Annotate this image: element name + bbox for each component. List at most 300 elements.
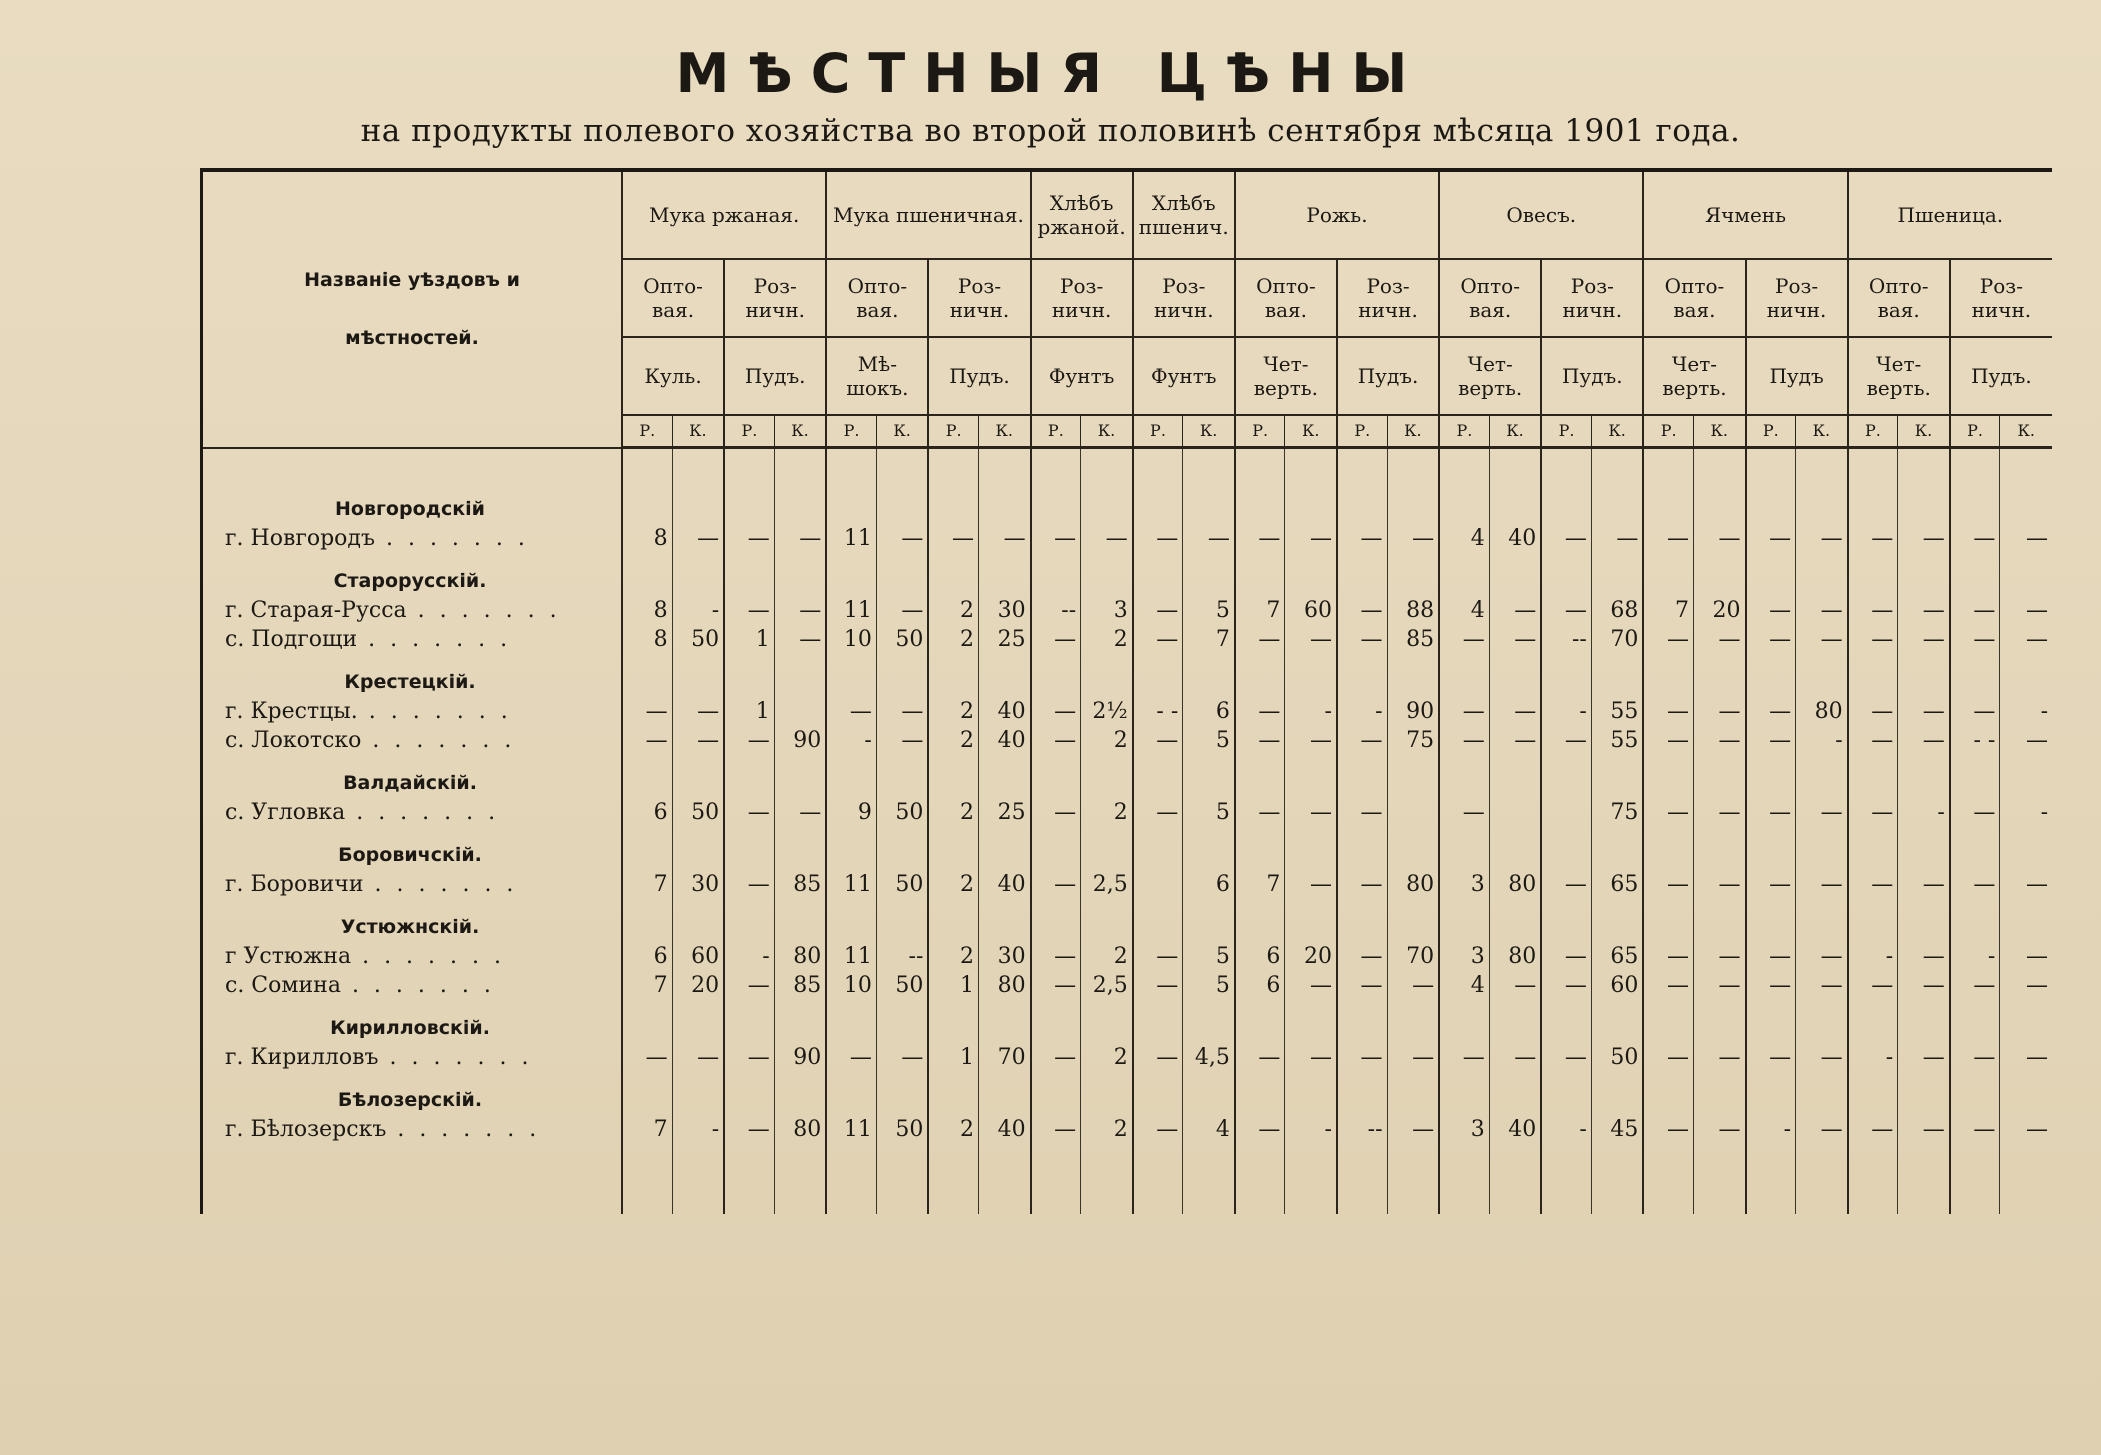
gap-cell (1285, 827, 1337, 841)
kind-header: Опто-вая. (622, 259, 724, 337)
price-cell (1746, 495, 1796, 524)
price-cell (622, 1086, 672, 1115)
price-cell (1591, 495, 1643, 524)
price-cell: 30 (978, 596, 1030, 625)
kind-header: Роз-ничн. (928, 259, 1030, 337)
spacer-row (202, 448, 2053, 496)
gap-cell (202, 755, 623, 769)
gap-cell (672, 1072, 724, 1086)
price-cell (1950, 495, 2000, 524)
price-cell: 80 (1387, 870, 1439, 899)
price-table (200, 168, 2052, 1214)
price-cell (928, 1086, 978, 1115)
price-cell: — (1081, 524, 1133, 553)
price-cell: — (1693, 697, 1745, 726)
price-cell (1693, 841, 1745, 870)
price-cell: 40 (978, 726, 1030, 755)
tail-cell (622, 1144, 672, 1214)
gap-cell (2000, 654, 2052, 668)
tail-cell (774, 1144, 826, 1214)
place-row (202, 726, 2053, 755)
price-cell: 11 (826, 942, 876, 971)
district-row (202, 567, 2053, 596)
price-cell: 2 (928, 870, 978, 899)
price-cell: — (928, 524, 978, 553)
price-cell (1081, 1086, 1133, 1115)
gap-cell (876, 755, 928, 769)
gap-cell (978, 1000, 1030, 1014)
rubles-header: Р. (1235, 415, 1285, 448)
price-cell (1898, 567, 1950, 596)
price-cell: — (724, 1043, 774, 1072)
price-cell: 20 (1693, 596, 1745, 625)
price-cell: 5 (1183, 798, 1235, 827)
price-cell: 40 (1489, 1115, 1541, 1144)
price-cell: — (826, 1043, 876, 1072)
gap-cell (1031, 654, 1081, 668)
price-cell: -- (1541, 625, 1591, 654)
price-cell (1337, 769, 1387, 798)
price-cell: — (1133, 596, 1183, 625)
price-cell: — (1387, 971, 1439, 1000)
price-cell: 7 (1235, 596, 1285, 625)
price-cell (928, 841, 978, 870)
price-cell (2000, 668, 2052, 697)
spacer-cell (1235, 448, 1285, 496)
gap-cell (1183, 1072, 1235, 1086)
price-cell: 2 (928, 625, 978, 654)
place-name: г. Боровичи . . . . . . . (202, 870, 623, 899)
price-cell: — (1898, 942, 1950, 971)
price-cell (1285, 1086, 1337, 1115)
gap-cell (1591, 827, 1643, 841)
gap-cell (1848, 899, 1898, 913)
gap-cell (202, 899, 623, 913)
kopecks-header: К. (1285, 415, 1337, 448)
price-cell (774, 1014, 826, 1043)
price-cell: 7 (1235, 870, 1285, 899)
rubles-header: Р. (1643, 415, 1693, 448)
price-cell (1693, 567, 1745, 596)
price-cell: — (1643, 1043, 1693, 1072)
price-cell: — (1643, 942, 1693, 971)
price-cell (1285, 668, 1337, 697)
price-cell (2000, 567, 2052, 596)
price-cell (1950, 1014, 2000, 1043)
price-cell (724, 1014, 774, 1043)
district-name: Крестецкій. (202, 668, 623, 697)
gap-cell (1337, 755, 1387, 769)
price-cell: — (1031, 1043, 1081, 1072)
tail-cell (724, 1144, 774, 1214)
tail-cell (1337, 1144, 1387, 1214)
price-cell: — (1796, 1043, 1848, 1072)
price-cell: — (1950, 870, 2000, 899)
price-cell (1643, 668, 1693, 697)
gap-cell (724, 654, 774, 668)
price-cell (2000, 1014, 2052, 1043)
price-cell: — (1541, 971, 1591, 1000)
spacer-cell (1031, 448, 1081, 496)
price-cell: — (1693, 870, 1745, 899)
gap-cell (826, 755, 876, 769)
price-cell: -- (1337, 1115, 1387, 1144)
price-cell (1337, 668, 1387, 697)
price-cell: — (1898, 1115, 1950, 1144)
gap-cell (1439, 755, 1489, 769)
price-cell: 4 (1439, 596, 1489, 625)
price-cell: — (1693, 726, 1745, 755)
price-cell: — (1285, 798, 1337, 827)
gap-cell (1133, 1072, 1183, 1086)
price-cell (978, 841, 1030, 870)
price-cell (1950, 567, 2000, 596)
price-cell: 4 (1183, 1115, 1235, 1144)
price-cell (1081, 769, 1133, 798)
price-cell (1081, 567, 1133, 596)
price-cell (1337, 913, 1387, 942)
gap-cell (1746, 755, 1796, 769)
gap-cell (1133, 899, 1183, 913)
price-cell: — (1643, 726, 1693, 755)
price-cell (1591, 769, 1643, 798)
price-cell: — (1031, 798, 1081, 827)
price-cell (1439, 567, 1489, 596)
price-cell: - (1541, 1115, 1591, 1144)
price-cell (928, 668, 978, 697)
price-cell: 75 (1591, 798, 1643, 827)
price-cell (876, 495, 928, 524)
price-cell (1439, 668, 1489, 697)
price-cell: — (1285, 726, 1337, 755)
price-cell: 2 (928, 726, 978, 755)
district-row (202, 769, 2053, 798)
price-cell: - (1746, 1115, 1796, 1144)
price-cell (724, 769, 774, 798)
spacer-cell (1337, 448, 1387, 496)
price-cell (1183, 668, 1235, 697)
price-cell: 8 (622, 625, 672, 654)
gap-cell (1746, 827, 1796, 841)
district-row (202, 495, 2053, 524)
tail-cell (202, 1144, 623, 1214)
price-cell (1541, 798, 1591, 827)
price-cell: 30 (978, 942, 1030, 971)
name-header-line: Названіе уѣздовъ и (304, 269, 520, 292)
gap-cell (1337, 899, 1387, 913)
price-cell (774, 913, 826, 942)
price-cell (1133, 769, 1183, 798)
price-cell: 2 (928, 697, 978, 726)
gap-cell (1796, 755, 1848, 769)
price-cell (1439, 769, 1489, 798)
product-header: Ячмень (1643, 170, 1847, 259)
price-cell (1337, 1014, 1387, 1043)
price-cell (724, 913, 774, 942)
price-cell: 25 (978, 625, 1030, 654)
price-cell (928, 567, 978, 596)
gap-cell (876, 1072, 928, 1086)
price-cell: — (1285, 971, 1337, 1000)
price-cell: — (1489, 726, 1541, 755)
price-cell (2000, 841, 2052, 870)
gap-cell (826, 1000, 876, 1014)
price-cell: — (1541, 1043, 1591, 1072)
spacer-cell (202, 448, 623, 496)
price-cell (2000, 495, 2052, 524)
price-cell (1337, 1086, 1387, 1115)
gap-cell (1235, 899, 1285, 913)
price-cell: 2½ (1081, 697, 1133, 726)
gap-cell (1081, 553, 1133, 567)
price-cell: - - (1950, 726, 2000, 755)
tail-cell (1848, 1144, 1898, 1214)
unit-header: Пудъ. (1950, 337, 2052, 415)
price-cell: — (1031, 971, 1081, 1000)
price-cell (1848, 841, 1898, 870)
price-cell: — (1285, 1043, 1337, 1072)
gap-cell (928, 654, 978, 668)
kind-header: Роз-ничн. (1337, 259, 1439, 337)
price-cell: — (1591, 524, 1643, 553)
price-cell: — (2000, 524, 2052, 553)
price-cell: 40 (978, 1115, 1030, 1144)
price-cell: — (1439, 1043, 1489, 1072)
leader-dots: . . . . . . . (386, 1117, 541, 1142)
price-cell (774, 769, 826, 798)
price-cell: — (1337, 870, 1387, 899)
tail-cell (2000, 1144, 2052, 1214)
price-cell (1489, 798, 1541, 827)
price-cell (826, 841, 876, 870)
price-cell: 50 (672, 625, 724, 654)
price-cell (1133, 1086, 1183, 1115)
unit-header: Пудъ. (928, 337, 1030, 415)
price-cell: — (622, 697, 672, 726)
tail-cell (1796, 1144, 1848, 1214)
place-name: г. Старая-Русса . . . . . . . (202, 596, 623, 625)
gap-cell (1081, 654, 1133, 668)
price-cell: — (1848, 1115, 1898, 1144)
tail-cell (1031, 1144, 1081, 1214)
price-cell (1439, 1086, 1489, 1115)
spacer-cell (876, 448, 928, 496)
gap-cell (1235, 1000, 1285, 1014)
tail-row (202, 1144, 2053, 1214)
kopecks-header: К. (1387, 415, 1439, 448)
gap-cell (1643, 1072, 1693, 1086)
price-cell (1898, 668, 1950, 697)
price-cell: - (2000, 697, 2052, 726)
price-cell: 90 (774, 726, 826, 755)
price-cell (1387, 668, 1439, 697)
price-cell (672, 841, 724, 870)
spacer-cell (1387, 448, 1439, 496)
price-cell: — (1387, 524, 1439, 553)
price-cell: 40 (978, 697, 1030, 726)
gap-cell (1950, 899, 2000, 913)
tail-cell (1183, 1144, 1235, 1214)
price-cell: — (1848, 971, 1898, 1000)
price-cell: — (1133, 942, 1183, 971)
price-cell: - - (1133, 697, 1183, 726)
price-cell: 1 (724, 625, 774, 654)
gap-cell (774, 654, 826, 668)
price-cell: — (724, 596, 774, 625)
price-cell: — (1541, 870, 1591, 899)
price-cell (1439, 841, 1489, 870)
price-cell: — (1235, 1043, 1285, 1072)
gap-cell (1591, 1072, 1643, 1086)
price-cell (826, 668, 876, 697)
price-cell (672, 495, 724, 524)
gap-cell (1643, 654, 1693, 668)
price-cell: 85 (774, 870, 826, 899)
price-cell (1133, 913, 1183, 942)
price-cell (774, 841, 826, 870)
gap-cell (2000, 1000, 2052, 1014)
price-cell: 20 (672, 971, 724, 1000)
price-cell (672, 1014, 724, 1043)
gap-cell (1031, 1000, 1081, 1014)
price-cell (1591, 1014, 1643, 1043)
price-cell: 11 (826, 1115, 876, 1144)
rubles-header: Р. (1031, 415, 1081, 448)
rubles-header: Р. (928, 415, 978, 448)
price-cell: 30 (672, 870, 724, 899)
price-cell: — (1796, 625, 1848, 654)
price-cell: — (1746, 697, 1796, 726)
product-header: Пшеница. (1848, 170, 2052, 259)
gap-cell (1541, 899, 1591, 913)
price-cell: — (1950, 971, 2000, 1000)
price-cell (1133, 567, 1183, 596)
gap-cell (1541, 755, 1591, 769)
price-cell (1235, 495, 1285, 524)
price-cell (1746, 841, 1796, 870)
gap-cell (1337, 1000, 1387, 1014)
rubles-header: Р. (1950, 415, 2000, 448)
price-cell: — (1898, 971, 1950, 1000)
price-cell: 6 (622, 798, 672, 827)
price-cell (774, 567, 826, 596)
spacer-cell (1439, 448, 1489, 496)
price-cell: — (1541, 726, 1591, 755)
spacer-cell (1541, 448, 1591, 496)
price-cell (978, 1014, 1030, 1043)
place-name: с. Угловка . . . . . . . (202, 798, 623, 827)
gap-cell (1898, 1072, 1950, 1086)
kopecks-header: К. (672, 415, 724, 448)
price-cell: — (1031, 1115, 1081, 1144)
price-cell (1031, 567, 1081, 596)
price-cell: 70 (1591, 625, 1643, 654)
price-cell: — (1337, 1043, 1387, 1072)
price-cell: 5 (1183, 726, 1235, 755)
price-cell (1235, 668, 1285, 697)
price-cell: — (1643, 625, 1693, 654)
price-cell (1898, 913, 1950, 942)
price-cell: 60 (672, 942, 724, 971)
gap-cell (1285, 899, 1337, 913)
price-cell: 5 (1183, 971, 1235, 1000)
price-cell: 2 (1081, 726, 1133, 755)
rubles-header: Р. (1337, 415, 1387, 448)
gap-cell (724, 1072, 774, 1086)
price-cell: -- (876, 942, 928, 971)
price-cell: — (1848, 726, 1898, 755)
gap-cell (1337, 654, 1387, 668)
gap-cell (1746, 899, 1796, 913)
price-cell: — (1285, 870, 1337, 899)
gap-cell (1183, 755, 1235, 769)
gap-cell (2000, 553, 2052, 567)
kind-header: Опто-вая. (1235, 259, 1337, 337)
price-cell: 3 (1439, 1115, 1489, 1144)
gap-cell (978, 1072, 1030, 1086)
price-cell: 90 (1387, 697, 1439, 726)
kopecks-header: К. (978, 415, 1030, 448)
price-cell: 2 (1081, 1043, 1133, 1072)
price-cell: 80 (1489, 942, 1541, 971)
price-cell: — (622, 726, 672, 755)
price-cell: — (1439, 625, 1489, 654)
unit-header: Чет-верть. (1439, 337, 1541, 415)
price-cell: 50 (1591, 1043, 1643, 1072)
price-cell: 11 (826, 596, 876, 625)
unit-header: Фунтъ (1133, 337, 1235, 415)
price-table-wrap (200, 168, 2052, 1214)
price-cell (1439, 1014, 1489, 1043)
gap-cell (1489, 654, 1541, 668)
gap-cell (774, 827, 826, 841)
price-cell: 20 (1285, 942, 1337, 971)
price-cell: 2,5 (1081, 870, 1133, 899)
place-name: г Устюжна . . . . . . . (202, 942, 623, 971)
price-cell (2000, 1086, 2052, 1115)
gap-cell (1133, 827, 1183, 841)
gap-cell (1950, 553, 2000, 567)
price-cell (1746, 913, 1796, 942)
gap-cell (1489, 1072, 1541, 1086)
price-cell (876, 769, 928, 798)
gap-cell (1031, 827, 1081, 841)
price-cell: — (1746, 726, 1796, 755)
price-cell: — (1848, 798, 1898, 827)
spacer-cell (1285, 448, 1337, 496)
price-cell: — (724, 870, 774, 899)
gap-cell (622, 827, 672, 841)
price-cell: 7 (1183, 625, 1235, 654)
gap-cell (1643, 1000, 1693, 1014)
price-cell: — (1693, 1115, 1745, 1144)
district-row (202, 668, 2053, 697)
price-cell: — (1746, 524, 1796, 553)
unit-header: Чет-верть. (1235, 337, 1337, 415)
price-cell: — (1235, 697, 1285, 726)
price-cell (1235, 1086, 1285, 1115)
price-cell (1796, 668, 1848, 697)
price-cell (1591, 1086, 1643, 1115)
price-cell (1643, 841, 1693, 870)
price-cell: — (774, 524, 826, 553)
spacer-cell (826, 448, 876, 496)
gap-cell (928, 553, 978, 567)
place-name: г. Крестцы. . . . . . . . (202, 697, 623, 726)
gap-cell (1643, 899, 1693, 913)
gap-cell (1489, 827, 1541, 841)
price-cell: 3 (1081, 596, 1133, 625)
